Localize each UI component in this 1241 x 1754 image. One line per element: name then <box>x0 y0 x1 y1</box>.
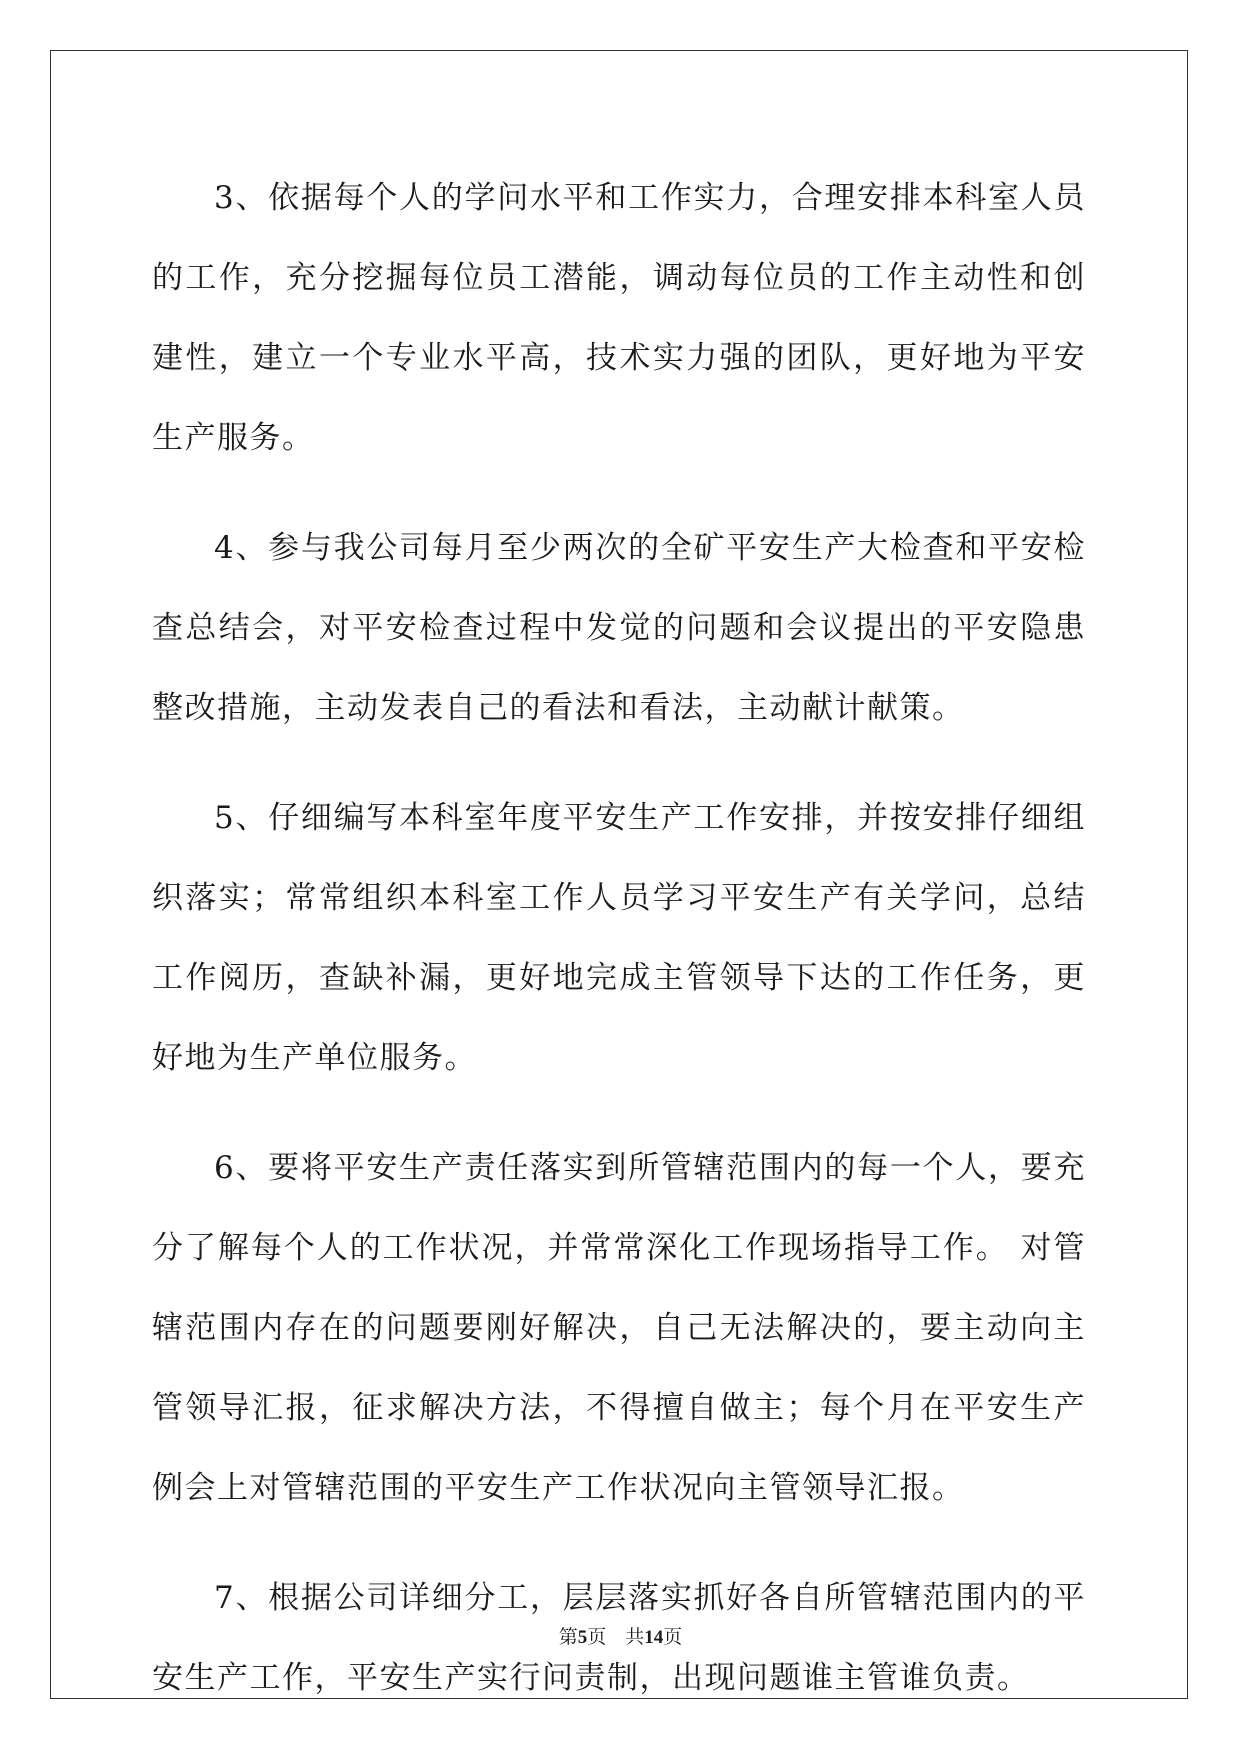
page-footer <box>0 1622 1241 1649</box>
page-number: 5 <box>577 1627 588 1648</box>
paragraph-4: 4、参与我公司每月至少两次的全矿平安生产大检查和平安检查总结会，对平安检查过程中发觉的问题和会议提出的平安隐患整改措施，主动发表自己的看法和看法，主动献计献策。 <box>152 530 1086 726</box>
paragraph-7: 7、根据公司详细分工，层层落实抓好各自所管辖范围内的平安生产工作，平安生产实行问责制，出现问题谁主管谁负责。 <box>152 1580 1086 1696</box>
paragraph-3: 3、依据每个人的学问水平和工作实力，合理安排本科室人员的工作，充分挖掘每位员工潜能，调动每位员的工作主动性和创建性，建立一个专业水平高，技术实力强的团队，更好地为平安生产服务。 <box>152 180 1086 456</box>
paragraph-6: 6、要将平安生产责任落实到所管辖范围内的每一个人，要充分了解每个人的工作状况，并常常深化工作现场指导工作。 对管辖范围内存在的问题要刚好解决，自己无法解决的，要主动向主管领导汇报，征求解决方法，不得擅自做主；每个月在平安生产例会上对管辖范围的平安生产工作状况向主管领导汇报。 <box>152 1150 1086 1506</box>
total-pages: 14 <box>644 1627 664 1648</box>
paragraph-5: 5、仔细编写本科室年度平安生产工作安排，并按安排仔细组织落实；常常组织本科室工作人员学习平安生产有关学问，总结工作阅历，查缺补漏，更好地完成主管领导下达的工作任务，更好地为生产单位服务。 <box>152 800 1086 1076</box>
page-suffix: 页 <box>587 1627 607 1648</box>
total-suffix: 页 <box>663 1627 683 1648</box>
total-prefix: 共 <box>625 1627 645 1648</box>
document-body <box>152 158 1086 1718</box>
page-prefix: 第 <box>558 1627 578 1648</box>
